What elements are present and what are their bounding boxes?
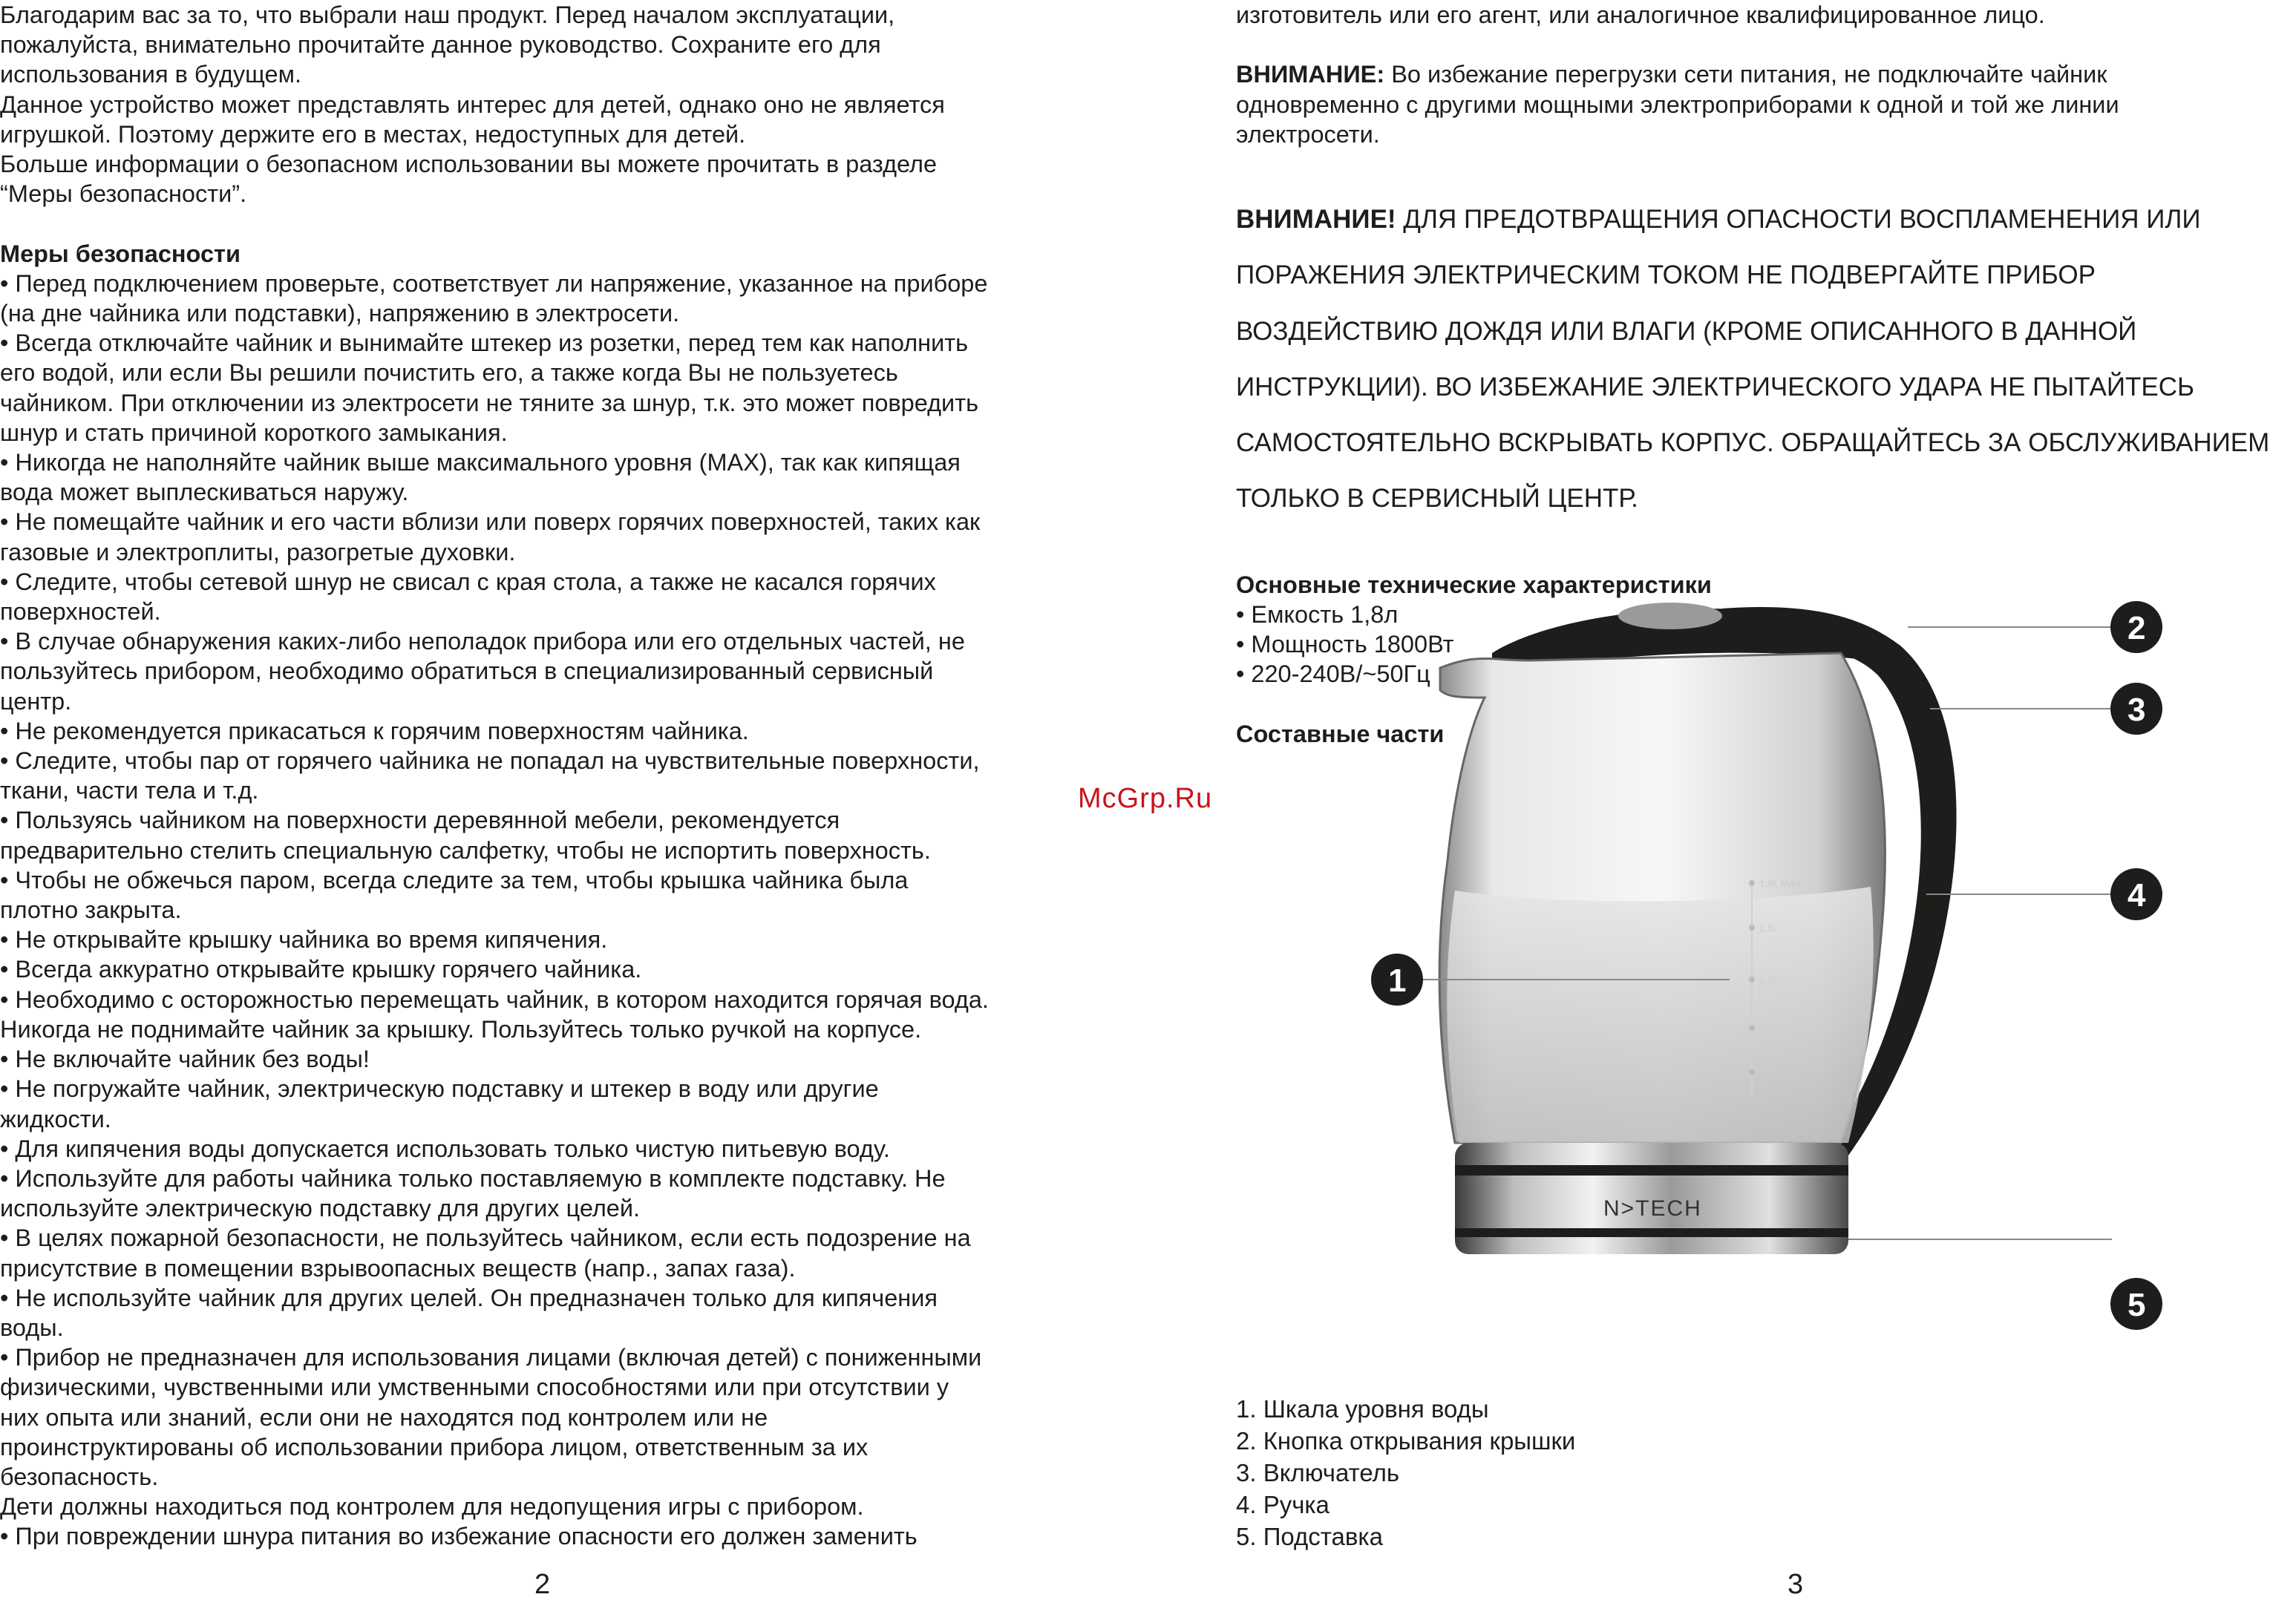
safety-line: его водой, или если Вы решили почистить его, а также когда Вы не пользуетесь [0,359,898,387]
safety-line: • Для кипячения воды допускается использовать только чистую питьевую воду. [0,1135,890,1162]
warning-2-text: ДЛЯ ПРЕДОТВРАЩЕНИЯ ОПАСНОСТИ ВОСПЛАМЕНЕНИЯ ИЛИ [1396,205,2201,235]
spec-item: • Емкость 1,8л [1236,600,1399,628]
safety-line: жидкости. [0,1105,111,1132]
intro-line: Благодарим вас за то, что выбрали наш продукт. Перед началом эксплуатации, [0,1,895,28]
kettle-figure [1306,579,2197,1373]
callout-2 [2110,601,2162,653]
brand-logo: N>TECH [1603,1196,1702,1221]
intro-line: Больше информации о безопасном использовании вы можете прочитать в разделе [0,151,938,178]
safety-line: • Никогда не наполняйте чайник выше максимального уровня (MAX), так как кипящая [0,449,961,476]
parts-list-item: 2. Кнопка открывания крышки [1236,1427,1576,1455]
warning-2 [1236,205,2290,235]
scale-mark: 1,5L [1759,922,1779,934]
safety-line: • Не рекомендуется прикасаться к горячим поверхностям чайника. [0,717,749,744]
safety-line: • При повреждении шнура питания во избежание опасности его должен заменить [0,1523,918,1550]
safety-line: предварительно стелить специальную салфетку, чтобы не испортить поверхность. [0,836,931,864]
safety-line: • Пользуясь чайником на поверхности деревянной мебели, рекомендуется [0,807,840,834]
kettle-base [1455,1143,1848,1254]
scale-mark: 1,2L [1759,974,1779,986]
warning-2-label: ВНИМАНИЕ! [1236,205,1396,235]
safety-line: • Не включайте чайник без воды! [0,1046,370,1073]
warning-2-line: САМОСТОЯТЕЛЬНО ВСКРЫВАТЬ КОРПУС. ОБРАЩАЙТЕСЬ ЗА ОБСЛУЖИВАНИЕМ [1236,428,2270,457]
safety-line: физическими, чувственными или умственными способностями или при отсутствии у [0,1374,949,1401]
callout-3 [2110,683,2162,735]
safety-line: вода может выплескиваться наружу. [0,479,409,506]
safety-line: • В случае обнаружения каких-либо неполадок прибора или его отдельных частей, не [0,628,965,655]
parts-list [1236,1393,1575,1553]
parts-heading: Составные части [1236,720,1445,747]
safety-line: присутствие в помещении взрывоопасных веществ (напр., запах газа). [0,1254,796,1282]
svg-text:2: 2 [2127,610,2146,646]
safety-line: воды. [0,1314,64,1341]
parts-list-item: 3. Включатель [1236,1459,1400,1486]
safety-line: (на дне чайника или подставки), напряжению в электросети. [0,300,680,327]
safety-line: безопасность. [0,1463,159,1490]
warning-1-label: ВНИМАНИЕ: [1236,61,1385,88]
svg-text:1: 1 [1388,963,1407,999]
parts-list-item: 4. Ручка [1236,1491,1329,1518]
safety-line: • Следите, чтобы пар от горячего чайника не попадал на чувствительные поверхности, [0,747,980,775]
parts-list-item: 5. Подставка [1236,1523,1383,1550]
safety-line: них опыта или знаний, если они не находятся под контролем или не [0,1403,768,1431]
safety-line: ткани, части тела и т.д. [0,777,259,804]
scale-mark: 0,9L [1759,1023,1779,1034]
scale-mark: 1,8L MAX [1759,878,1802,889]
svg-text:4: 4 [2127,877,2146,914]
safety-line: Дети должны находиться под контролем для недопущения игры с прибором. [0,1493,864,1521]
safety-line: • Следите, чтобы сетевой шнур не свисал с края стола, а также не касался горячих [0,568,936,595]
intro-line: Данное устройство может представлять интерес для детей, однако оно не является [0,91,945,118]
safety-list [0,269,1117,1552]
page-number-right: 3 [1788,1569,1804,1600]
left-page [0,0,1117,1552]
safety-line: • В целях пожарной безопасности, не пользуйтесь чайником, если есть подозрение на [0,1224,971,1252]
safety-line: • Всегда отключайте чайник и вынимайте штекер из розетки, перед тем как наполнить [0,329,969,357]
safety-line: • Не открывайте крышку чайника во время кипячения. [0,926,608,954]
safety-heading: Меры безопасности [0,240,241,267]
safety-line: • Необходимо с осторожностью перемещать чайник, в котором находится горячая вода. [0,986,989,1013]
safety-line: шнур и стать причиной короткого замыкания. [0,419,508,446]
safety-line: • Не используйте чайник для других целей. Он предназначен только для кипячения [0,1284,938,1311]
warning-1 [1236,59,2290,89]
callout-5 [2110,1278,2162,1330]
safety-line: • Чтобы не обжечься паром, всегда следите за тем, чтобы крышка чайника была [0,866,909,894]
intro-line: игрушкой. Поэтому держите его в местах, недоступных для детей. [0,120,746,148]
safety-line: центр. [0,687,72,715]
warning-1-text: Во избежание перегрузки сети питания, не подключайте чайник [1384,61,2107,88]
warning-2-line: ИНСТРУКЦИИ). ВО ИЗБЕЖАНИЕ ЭЛЕКТРИЧЕСКОГО УДАРА НЕ ПЫТАЙТЕСЬ [1236,372,2194,401]
safety-line: используйте электрическую подставку для других целей. [0,1195,641,1222]
safety-line: поверхностей. [0,598,161,626]
safety-line: • Не помещайте чайник и его части вблизи или поверх горячих поверхностей, таких как [0,508,981,536]
watermark: McGrp.Ru [1078,783,1213,814]
intro-line: использования в будущем. [0,61,301,88]
warning-1-line: электросети. [1236,120,1380,148]
callout-4 [2110,868,2162,920]
warning-2-line: ПОРАЖЕНИЯ ЭЛЕКТРИЧЕСКИМ ТОКОМ НЕ ПОДВЕРГАЙТЕ ПРИБОР [1236,260,2096,290]
spec-item: • 220-240В/~50Гц [1236,660,1430,688]
intro-line: пожалуйста, внимательно прочитайте данное руководство. Сохраните его для [0,31,881,59]
spec-item: • Мощность 1800Вт [1236,631,1454,658]
kettle-glass-body [1439,653,1885,1143]
warning-2-line: ТОЛЬКО В СЕРВИСНЫЙ ЦЕНТР. [1236,484,1638,514]
warning-1-line: одновременно с другими мощными электроприборами к одной и той же линии [1236,91,2119,118]
safety-line: чайником. При отключении из электросети не тяните за шнур, т.к. это может повредить [0,389,979,416]
safety-line: • Перед подключением проверьте, соответствует ли напряжение, указанное на приборе [0,269,988,297]
specs-heading: Основные технические характеристики [1236,571,1712,598]
intro-line: “Меры безопасности”. [0,180,247,208]
scale-mark: 0,5L MIN [1759,1067,1799,1078]
safety-line: • Всегда аккуратно открывайте крышку горячего чайника. [0,956,642,983]
callout-1 [1371,954,1423,1006]
parts-list-item: 1. Шкала уровня воды [1236,1395,1489,1423]
svg-text:3: 3 [2127,692,2146,728]
page-number-left: 2 [534,1569,551,1600]
svg-text:5: 5 [2127,1287,2146,1323]
safety-line: • Не погружайте чайник, электрическую подставку и штекер в воду или другие [0,1075,879,1103]
left-page-text [0,0,1117,1552]
safety-line: • Прибор не предназначен для использования лицами (включая детей) с пониженными [0,1344,982,1371]
warning-2-line: ВОЗДЕЙСТВИЮ ДОЖДЯ ИЛИ ВЛАГИ (КРОМЕ ОПИСАННОГО В ДАННОЙ [1236,316,2137,346]
safety-line: газовые и электроплиты, разогретые духовки. [0,538,516,565]
safety-line: Никогда не поднимайте чайник за крышку. Пользуйтесь только ручкой на корпусе. [0,1015,922,1043]
safety-line: пользуйтесь прибором, необходимо обратиться в специализированный сервисный [0,658,934,685]
continuation-line: изготовитель или его агент, или аналогичное квалифицированное лицо. [1236,1,2045,28]
safety-line: плотно закрыта. [0,896,182,924]
safety-line: проинструктированы об использовании прибора лицом, ответственным за их [0,1433,869,1460]
safety-line: • Используйте для работы чайника только поставляемую в комплекте подставку. Не [0,1164,946,1192]
